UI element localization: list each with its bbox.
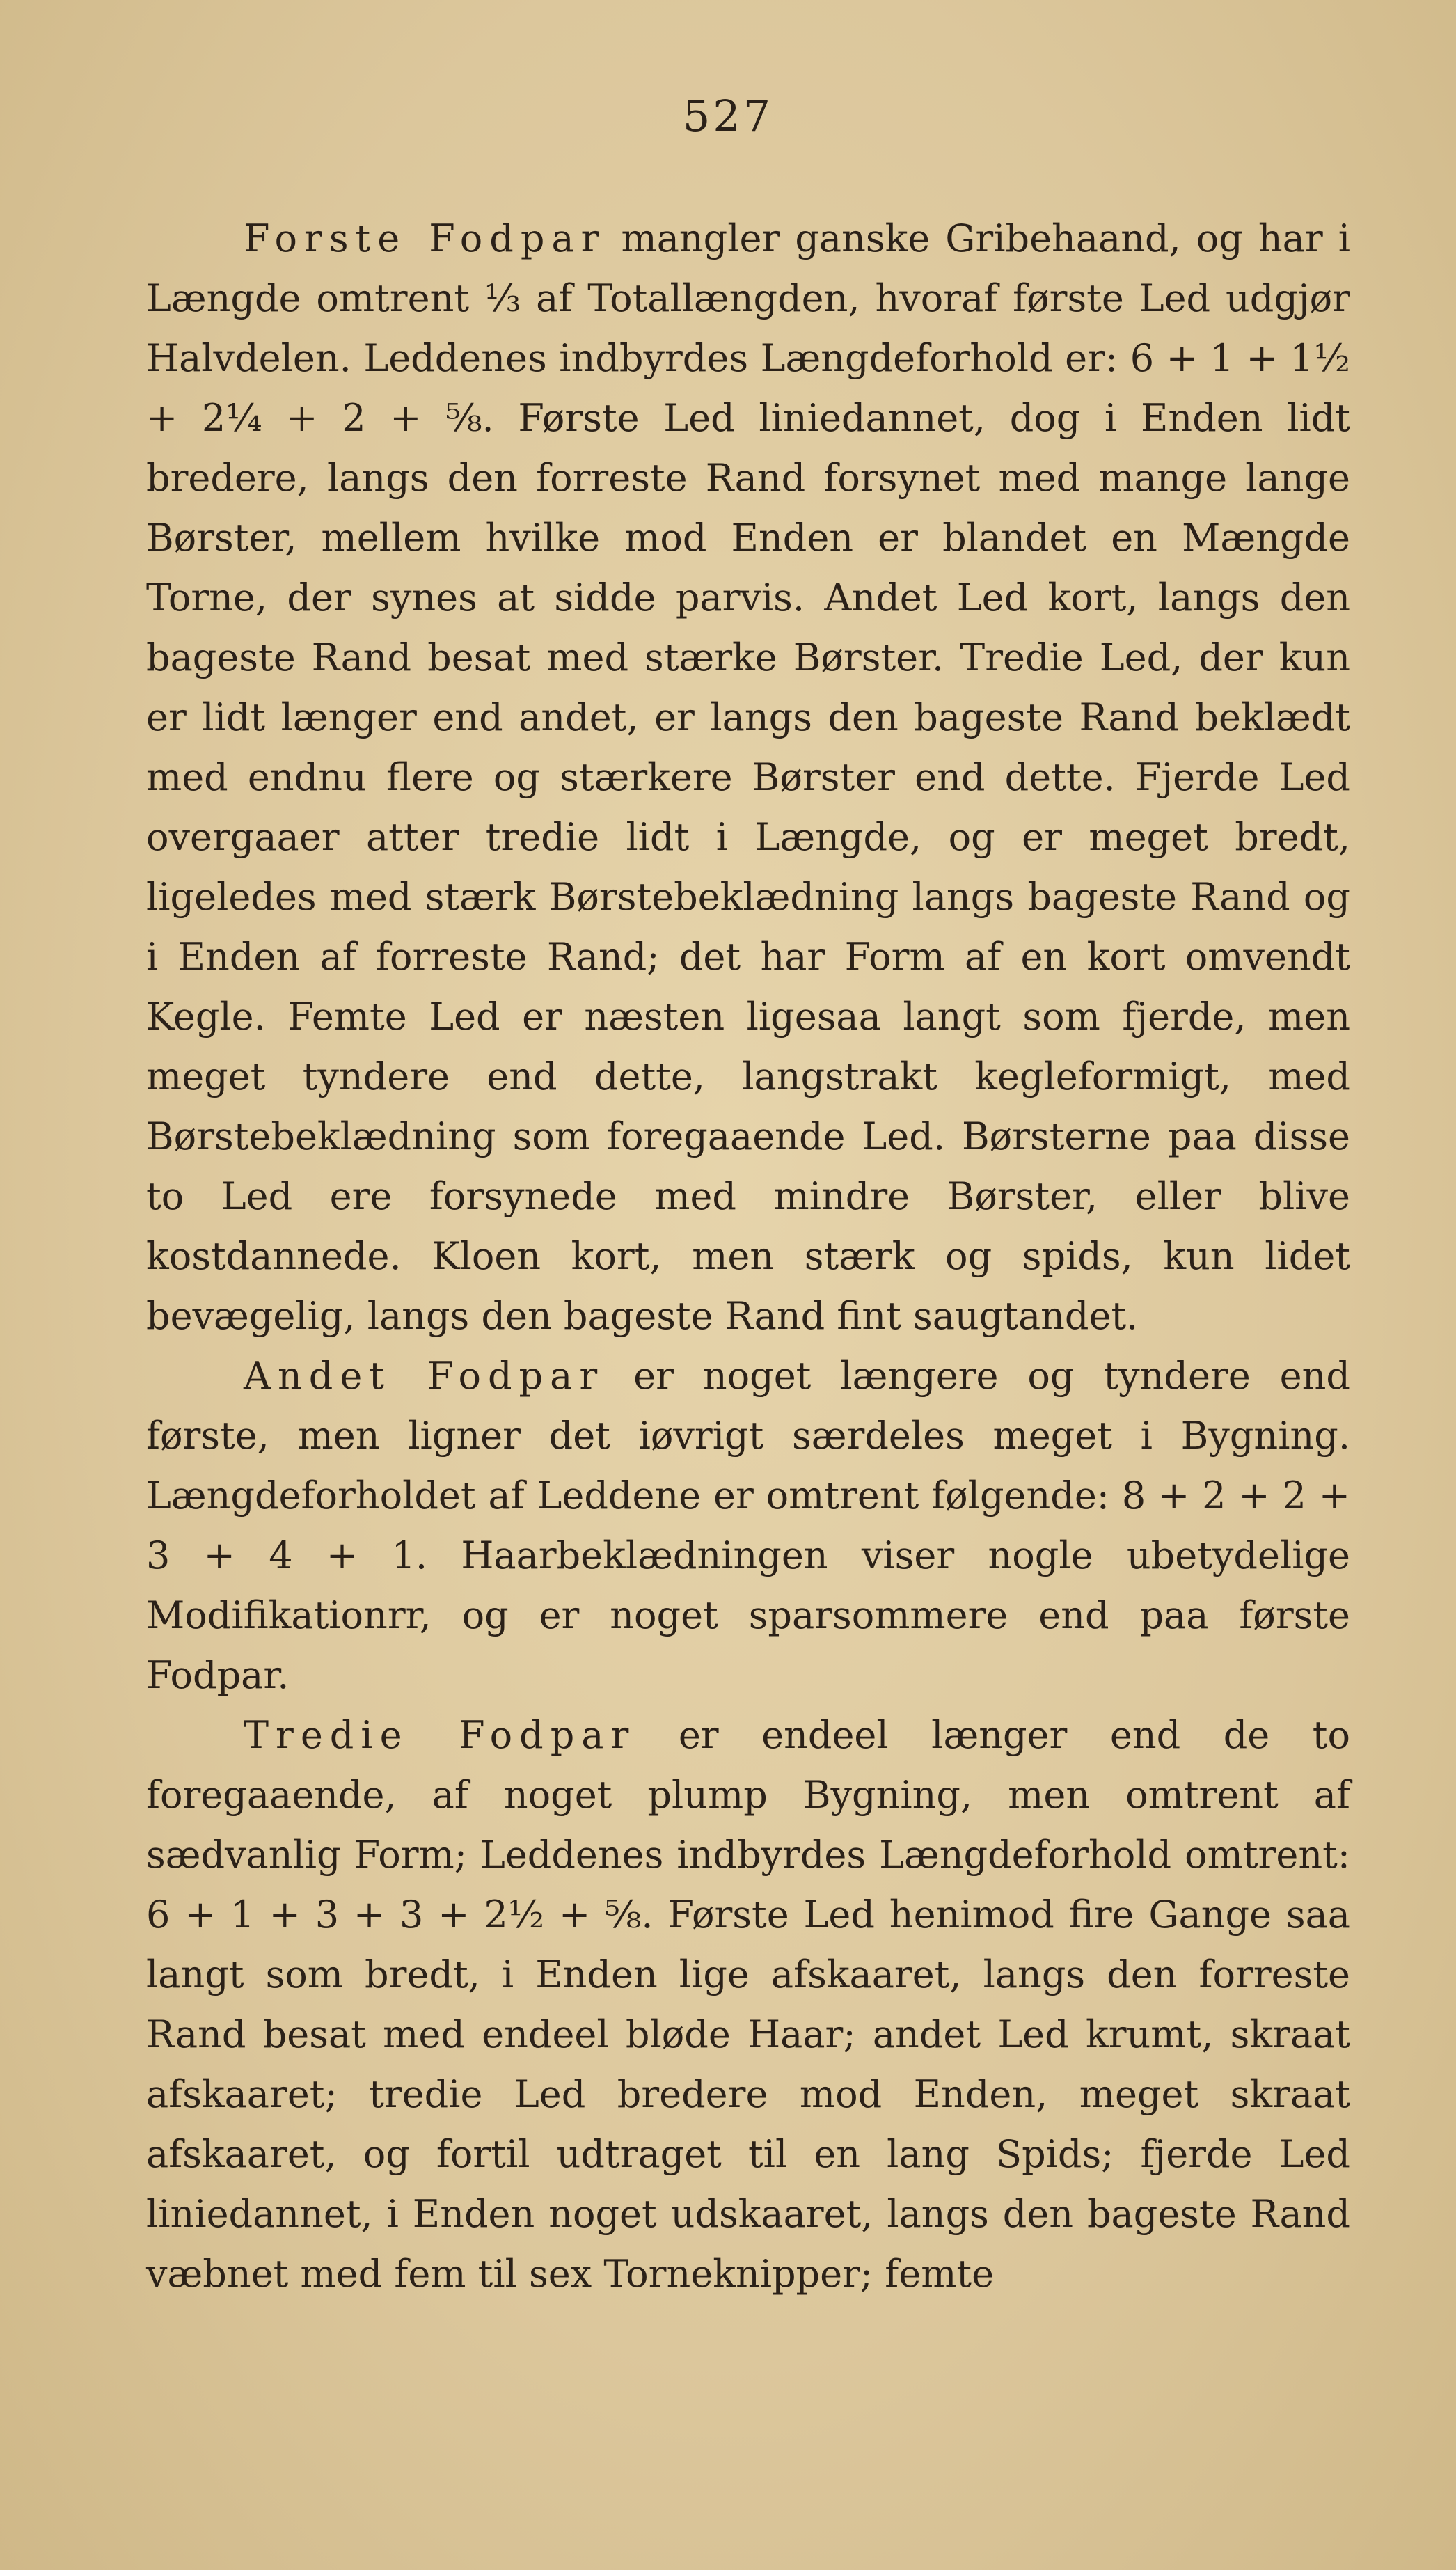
paragraph-second-leg-pair	[146, 1346, 1350, 1705]
paragraph-lead: Forste Fodpar	[244, 216, 606, 260]
paragraph-lead: Tredie Fodpar	[244, 1713, 636, 1757]
paragraph-body: mangler ganske Gribehaand, og har i Længde omtrent ⅓ af Totallængden, hvoraf første Led udgjør Halvdelen. Leddenes indbyrdes Længdeforhold er: 6 + 1 + 1½ + 2¼ + 2 + ⅝. Første Led liniedannet, dog i Enden lidt bredere, langs den forreste Rand forsynet med mange lange Børster, mellem hvilke mod Enden er blandet en Mængde Torne, der synes at sidde parvis. Andet Led kort, langs den bageste Rand besat med stærke Børster. Tredie Led, der kun er lidt længer end andet, er langs den bageste Rand beklædt med endnu flere og stærkere Børster end dette. Fjerde Led overgaaer atter tredie lidt i Længde, og er meget bredt, ligeledes med stærk Børstebeklædning langs bageste Rand og i Enden af forreste Rand; det har Form af en kort omvendt Kegle. Femte Led er næsten ligesaa langt som fjerde, men meget tyndere end dette, langstrakt kegleformigt, med Børstebeklædning som foregaaende Led. Børsterne paa disse to Led ere forsynede med mindre Børster, eller blive kostdannede. Kloen kort, men stærk og spids, kun lidet bevægelig, langs den bageste Rand fint saugtandet.	[146, 216, 1350, 1338]
body-text	[146, 209, 1350, 2304]
paragraph-first-leg-pair	[146, 209, 1350, 1346]
page-number: 527	[682, 90, 774, 141]
paragraph-body: er endeel længer end de to foregaaende, af noget plump Bygning, men omtrent af sædvanlig Form; Leddenes indbyrdes Længdeforhold omtrent: 6 + 1 + 3 + 3 + 2½ + ⅝. Første Led henimod fire Gange saa langt som bredt, i Enden lige afskaaret, langs den forreste Rand besat med endeel bløde Haar; andet Led krumt, skraat afskaaret; tredie Led bredere mod Enden, meget skraat afskaaret, og fortil udtraget til en lang Spids; fjerde Led liniedannet, i Enden noget udskaaret, langs den bageste Rand væbnet med fem til sex Torneknipper; femte	[146, 1713, 1350, 2296]
paragraph-lead: Andet Fodpar	[244, 1354, 605, 1398]
paragraph-third-leg-pair	[146, 1705, 1350, 2304]
paragraph-body: er noget længere og tyndere end første, men ligner det iøvrigt særdeles meget i Bygning. Længdeforholdet af Leddene er omtrent følgende: 8 + 2 + 2 + 3 + 4 + 1. Haarbeklædningen viser nogle ubetydelige Modifikationrr, og er noget sparsommere end paa første Fodpar.	[146, 1354, 1350, 1697]
